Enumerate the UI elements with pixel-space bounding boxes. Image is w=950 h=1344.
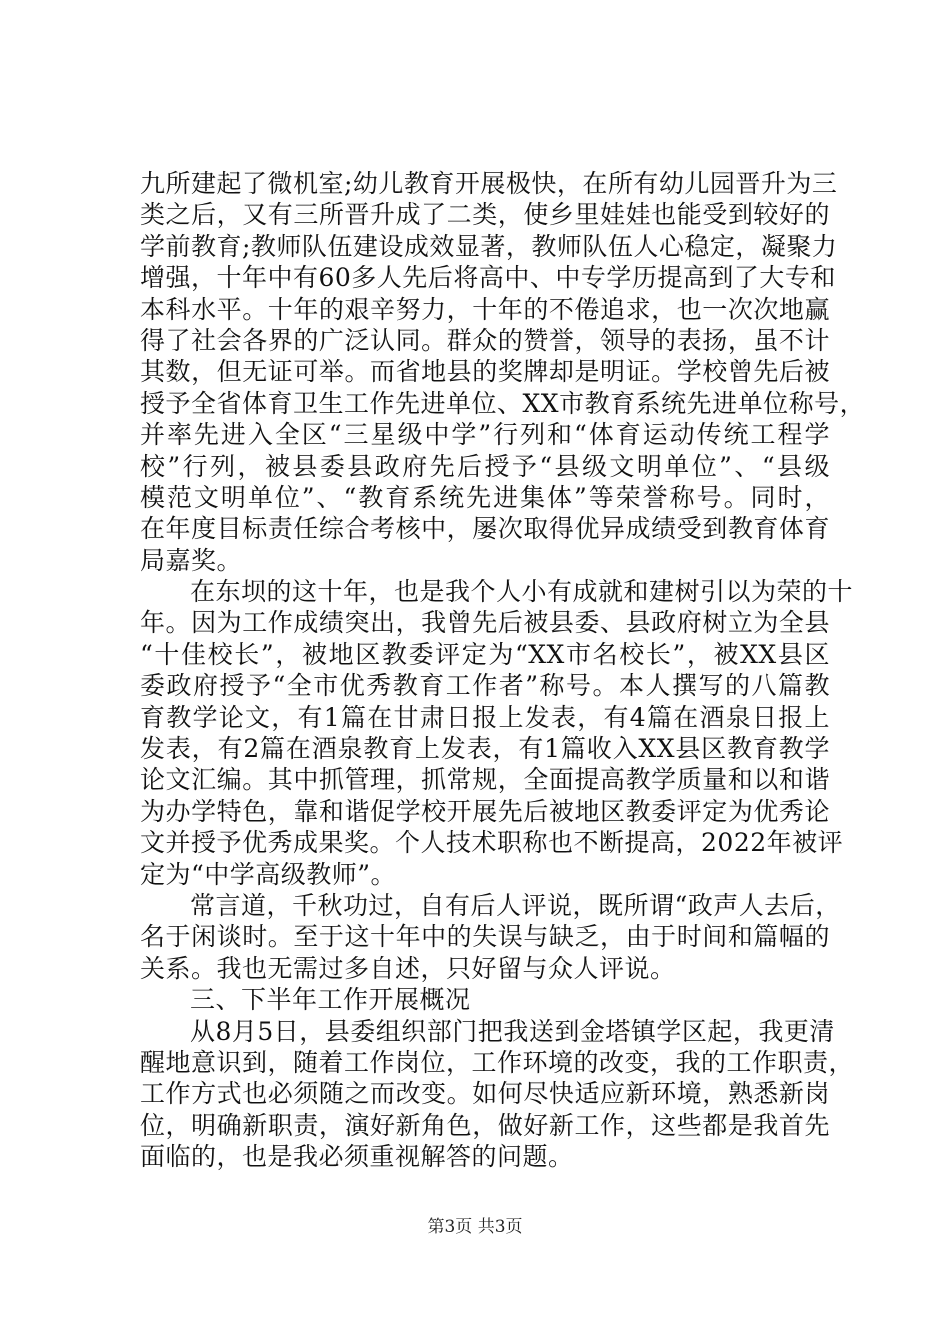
text-line: 论文汇编。其中抓管理，抓常规，全面提高教学质量和以和谐 bbox=[140, 765, 830, 795]
page-number: 第3页 共3页 bbox=[427, 1217, 523, 1237]
text-line: 为办学特色，靠和谐促学校开展先后被地区教委评定为优秀论 bbox=[140, 796, 830, 826]
text-line: 从8月5日，县委组织部门把我送到金塔镇学区起，我更清 bbox=[190, 1016, 835, 1046]
text-line: 其数，但无证可举。而省地县的奖牌却是明证。学校曾先后被 bbox=[140, 357, 830, 387]
text-line: 授予全省体育卫生工作先进单位、XX市教育系统先进单位称号， bbox=[140, 388, 866, 418]
paragraph-new-position bbox=[140, 1016, 855, 1173]
text-line: 名于闲谈时。至于这十年中的失误与缺乏，由于时间和篇幅的 bbox=[140, 922, 830, 952]
text-line: “十佳校长”，被地区教委评定为“XX市名校长”，被XX县区 bbox=[140, 639, 830, 669]
text-line: 模范文明单位”、“教育系统先进集体”等荣誉称号。同时， bbox=[140, 482, 830, 512]
text-line: 得了社会各界的广泛认同。群众的赞誉，领导的表扬，虽不计 bbox=[140, 325, 830, 355]
text-line: 文并授予优秀成果奖。个人技术职称也不断提高，2022年被评 bbox=[140, 828, 844, 858]
text-line: 本科水平。十年的艰辛努力，十年的不倦追求，也一次次地赢 bbox=[140, 294, 830, 324]
text-line: 并率先进入全区“三星级中学”行列和“体育运动传统工程学 bbox=[140, 420, 830, 450]
text-line: 醒地意识到，随着工作岗位，工作环境的改变，我的工作职责， bbox=[140, 1047, 855, 1077]
text-line: 局嘉奖。 bbox=[140, 545, 243, 575]
text-line: 发表，有2篇在酒泉教育上发表，有1篇收入XX县区教育教学 bbox=[140, 734, 830, 764]
text-line: 位，明确新职责，演好新角色，做好新工作，这些都是我首先 bbox=[140, 1110, 830, 1140]
text-line: 类之后，又有三所晋升成了二类，使乡里娃娃也能受到较好的 bbox=[140, 200, 830, 230]
text-line: 委政府授予“全市优秀教育工作者”称号。本人撰写的八篇教 bbox=[140, 671, 830, 701]
text-line: 学前教育;教师队伍建设成效显著，教师队伍人心稳定，凝聚力 bbox=[140, 231, 838, 261]
document-body bbox=[140, 168, 866, 1173]
section-heading bbox=[140, 984, 830, 1015]
paragraph-achievements bbox=[140, 168, 866, 576]
text-line: 工作方式也必须随之而改变。如何尽快适应新环境，熟悉新岗 bbox=[140, 1079, 830, 1109]
text-line: 年。因为工作成绩突出，我曾先后被县委、县政府树立为全县 bbox=[140, 608, 830, 638]
section-heading-text: 三、下半年工作开展概况 bbox=[190, 985, 471, 1015]
text-line: 育教学论文，有1篇在甘肃日报上发表，有4篇在酒泉日报上 bbox=[140, 702, 830, 732]
text-line: 在年度目标责任综合考核中，屡次取得优异成绩受到教育体育 bbox=[140, 514, 830, 544]
text-line: 面临的，也是我必须重视解答的问题。 bbox=[140, 1142, 574, 1172]
text-line: 关系。我也无需过多自述，只好留与众人评说。 bbox=[140, 953, 676, 983]
text-line: 九所建起了微机室;幼儿教育开展极快，在所有幼儿园晋升为三 bbox=[140, 169, 838, 198]
text-line: 增强，十年中有60多人先后将高中、中专学历提高到了大专和 bbox=[140, 263, 836, 293]
paragraph-personal-achievements bbox=[140, 576, 854, 890]
text-line: 校”行列，被县委县政府先后授予“县级文明单位”、“县级 bbox=[140, 451, 830, 481]
text-line: 定为“中学高级教师”。 bbox=[140, 859, 397, 889]
text-line: 常言道，千秋功过，自有后人评说，既所谓“政声人去后， bbox=[190, 890, 841, 920]
paragraph-reflection bbox=[140, 890, 841, 984]
text-line: 在东坝的这十年，也是我个人小有成就和建树引以为荣的十 bbox=[190, 577, 854, 607]
page-footer bbox=[0, 1212, 950, 1237]
